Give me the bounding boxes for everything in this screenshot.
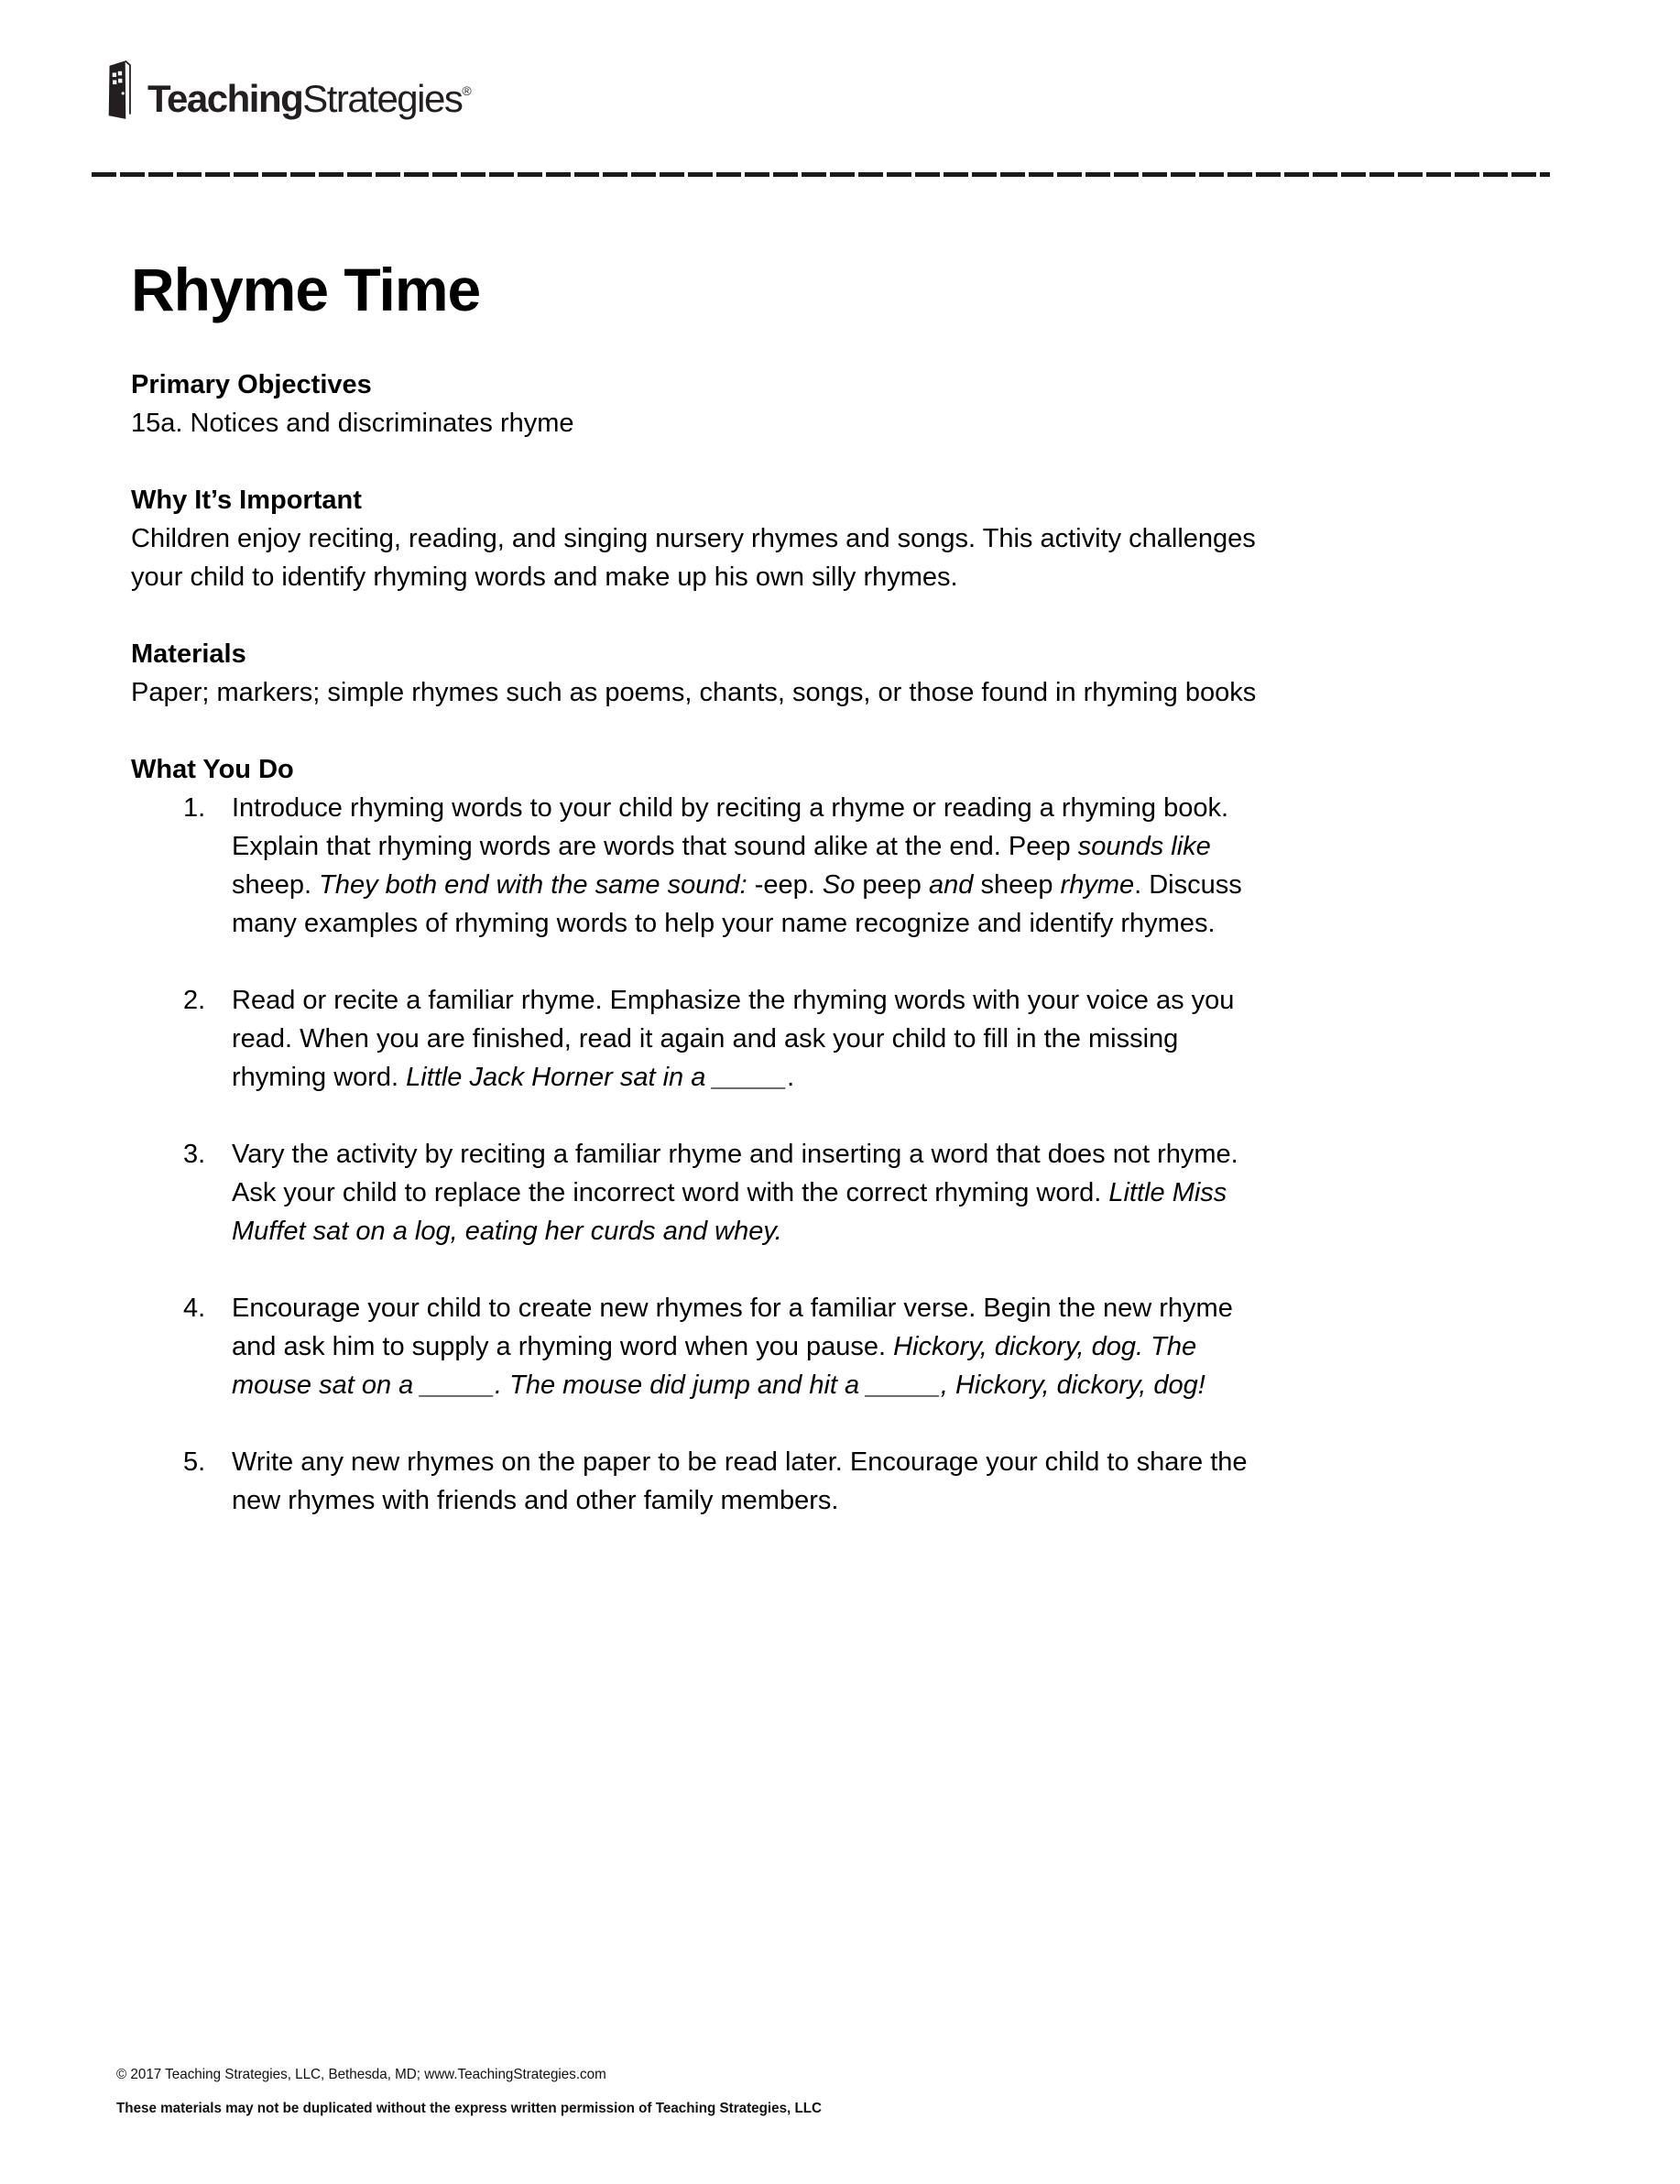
brand-wordmark-bold: Teaching — [147, 77, 303, 120]
step-item — [131, 789, 1597, 943]
step-number: 2. — [183, 986, 206, 1015]
step-text: Encourage your child to create new rhymes for a familiar verse. Begin the new rhyme and ask him to supply a rhyming word when you pause. Hickory, dickory, dog. The mouse sat on a _____. The mouse did jump and hit a _____, Hickory, dickory, dog! — [232, 1294, 1233, 1400]
step-item — [131, 1289, 1597, 1404]
step-item — [131, 1135, 1597, 1250]
primary-objectives-text: 15a. Notices and discriminates rhyme — [131, 409, 574, 438]
step-item — [131, 1443, 1597, 1520]
step-number: 5. — [183, 1447, 206, 1477]
page-title: Rhyme Time — [131, 256, 481, 323]
step-number: 3. — [183, 1140, 206, 1169]
permission-line: These materials may not be duplicated without the express written permission of Teaching Strategies, LLC — [116, 2101, 823, 2116]
open-door-icon — [107, 57, 135, 123]
brand-wordmark — [147, 69, 472, 121]
section-heading-primary-objectives: Primary Objectives — [131, 370, 372, 399]
step-text: Introduce rhyming words to your child by reciting a rhyme or reading a rhyming book. Explain that rhyming words are words that sound alike at the end. Peep sounds like sheep. They both end with the same sound: -eep. So peep and sheep rhyme. Discuss many examples of rhyming words to help your name recognize and identify rhymes. — [232, 793, 1242, 938]
step-text: Vary the activity by reciting a familiar rhyme and inserting a word that does not rhyme. Ask your child to replace the incorrect word with the correct rhyming word. Little Miss Muffet sat on a log, eating her curds and whey. — [232, 1140, 1238, 1246]
step-number: 4. — [183, 1294, 206, 1323]
registered-trademark-symbol: ® — [462, 83, 472, 98]
step-number: 1. — [183, 793, 206, 823]
what-you-do-step-list — [131, 789, 1597, 1520]
section-heading-why-important: Why It’s Important — [131, 486, 362, 515]
brand-logo — [107, 57, 472, 123]
section-heading-materials: Materials — [131, 639, 246, 669]
document-body — [131, 366, 1597, 1520]
why-important-text: Children enjoy reciting, reading, and singing nursery rhymes and songs. This activity challenges your child to identify rhyming words and make up his own silly rhymes. — [131, 524, 1256, 592]
step-text: Read or recite a familiar rhyme. Emphasize the rhyming words with your voice as you read. When you are finished, read it again and ask your child to fill in the missing rhyming word. Little Jack Horner sat in a _____. — [232, 986, 1235, 1092]
divider-line — [92, 172, 1550, 177]
step-item — [131, 981, 1597, 1097]
section-heading-what-you-do: What You Do — [131, 755, 294, 784]
materials-text: Paper; markers; simple rhymes such as poems, chants, songs, or those found in rhyming books — [131, 678, 1257, 707]
brand-wordmark-regular: Strategies — [302, 77, 463, 120]
step-text: Write any new rhymes on the paper to be read later. Encourage your child to share the new rhymes with friends and other family members. — [232, 1447, 1248, 1515]
copyright-line: © 2017 Teaching Strategies, LLC, Bethesda, MD; www.TeachingStrategies.com — [116, 2067, 606, 2082]
page-footer — [116, 2050, 822, 2133]
